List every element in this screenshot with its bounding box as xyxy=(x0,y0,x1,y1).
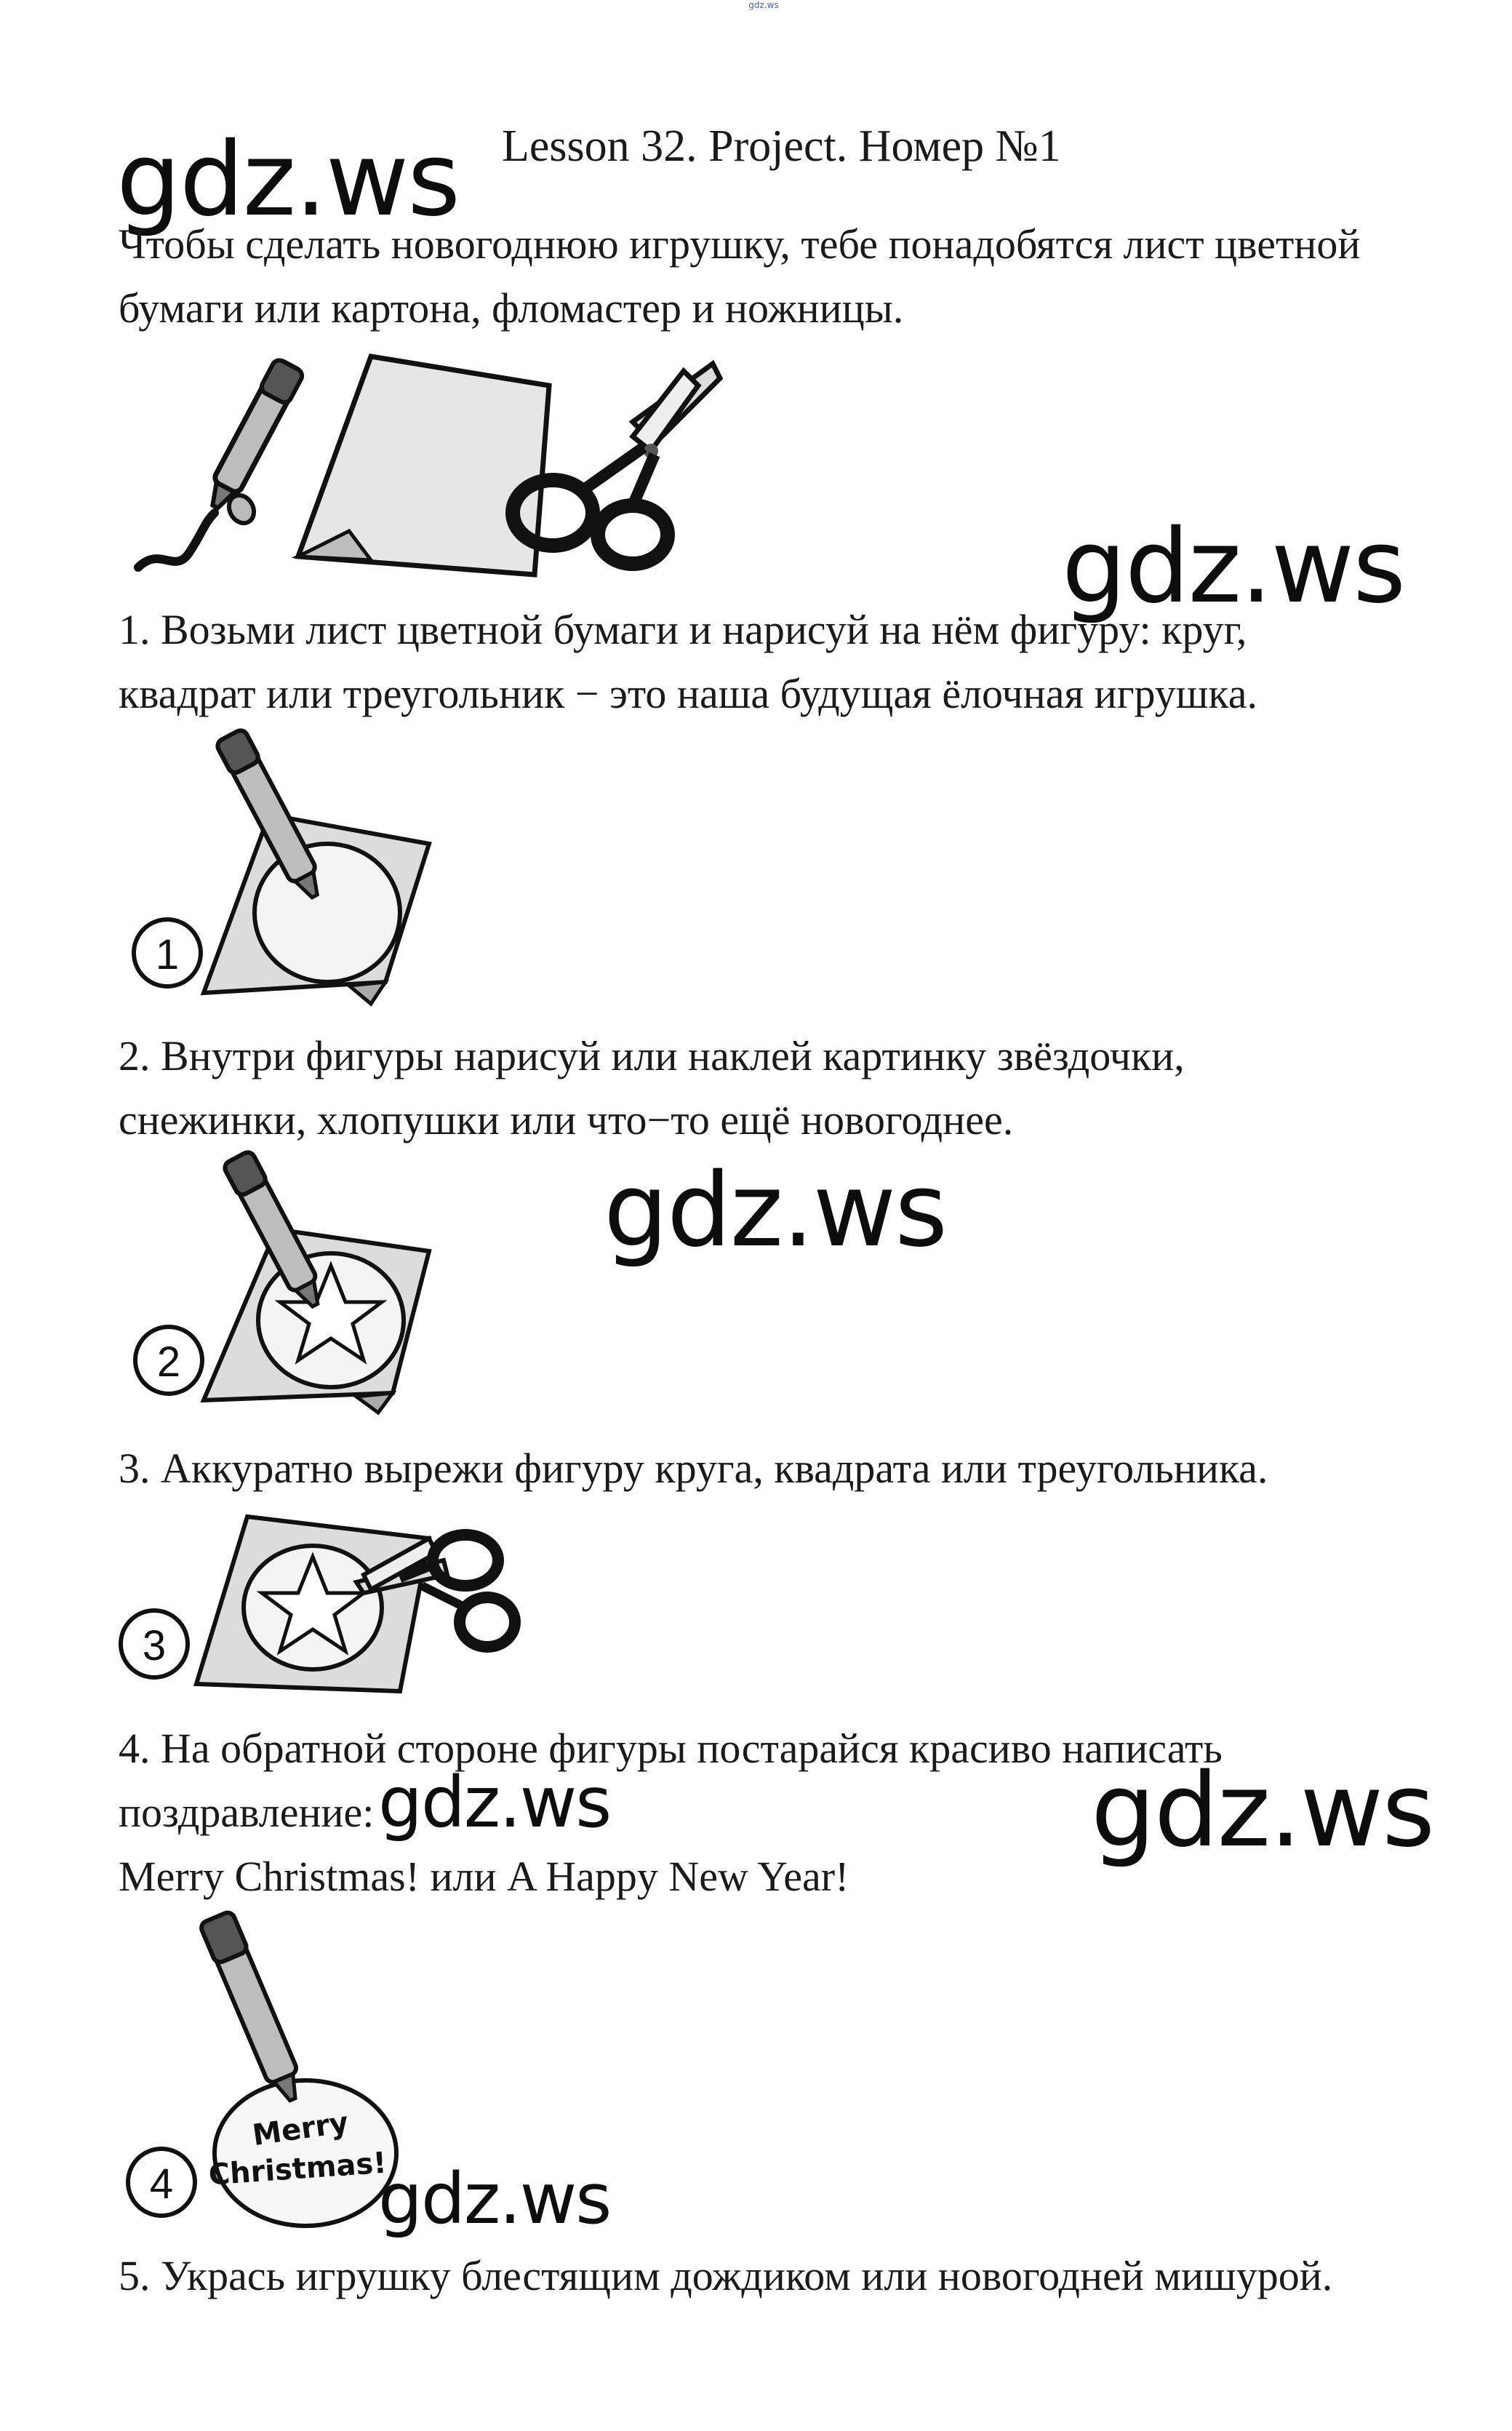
paper-sheet-icon xyxy=(298,356,549,575)
card-text-line-2: Christmas! xyxy=(207,2146,388,2192)
card-text-line-1: Merry xyxy=(250,2106,351,2153)
step-5-line-1: 5. Укрась игрушку блестящим дождиком или новогодней мишурой. xyxy=(119,2252,1333,2299)
step-4-line-3: Merry Christmas! или A Happy New Year! xyxy=(119,1853,849,1900)
step-3-illustration xyxy=(124,1509,531,1706)
watermark-logo: gdz.ws xyxy=(378,2158,611,2240)
intro-line-1: Чтобы сделать новогоднюю игрушку, тебе понадобятся лист цветной xyxy=(119,220,1361,268)
top-watermark: gdz.ws xyxy=(748,0,779,10)
step-2-illustration xyxy=(124,1157,436,1418)
intro-line-2: бумаги или картона, фломастер и ножницы. xyxy=(119,284,904,332)
step-4-line-2: поздравление: xyxy=(119,1789,375,1836)
tools-illustration xyxy=(131,356,727,589)
step-badge: 1 xyxy=(155,931,180,978)
step-1-line-1: 1. Возьми лист цветной бумаги и нарисуй на нём фигуру: круг, xyxy=(119,606,1247,653)
page-title: Lesson 32. Project. Номер №1 xyxy=(502,121,1061,171)
watermark-logo: gdz.ws xyxy=(1062,508,1405,626)
step-3-line-1: 3. Аккуратно вырежи фигуру круга, квадрата или треугольника. xyxy=(119,1445,1268,1492)
step-badge: 4 xyxy=(149,2160,174,2208)
marker-icon xyxy=(138,358,305,567)
step-1-line-2: квадрат или треугольник − это наша будущая ёлочная игрушка. xyxy=(119,670,1257,717)
step-1-illustration xyxy=(124,735,436,1011)
step-4-line-1: 4. На обратной стороне фигуры постарайся красиво написать xyxy=(119,1725,1223,1772)
watermark-logo: gdz.ws xyxy=(1091,1752,1434,1870)
step-2-line-2: снежинки, хлопушки или что−то ещё новогоднее. xyxy=(119,1096,1014,1143)
step-badge: 2 xyxy=(156,1338,181,1386)
watermark-logo: gdz.ws xyxy=(116,121,460,239)
watermark-logo: gdz.ws xyxy=(378,1762,611,1843)
step-2-line-1: 2. Внутри фигуры нарисуй или наклей картинку звёздочки, xyxy=(119,1032,1185,1079)
step-badge: 3 xyxy=(142,1622,167,1669)
watermark-logo: gdz.ws xyxy=(604,1151,947,1270)
